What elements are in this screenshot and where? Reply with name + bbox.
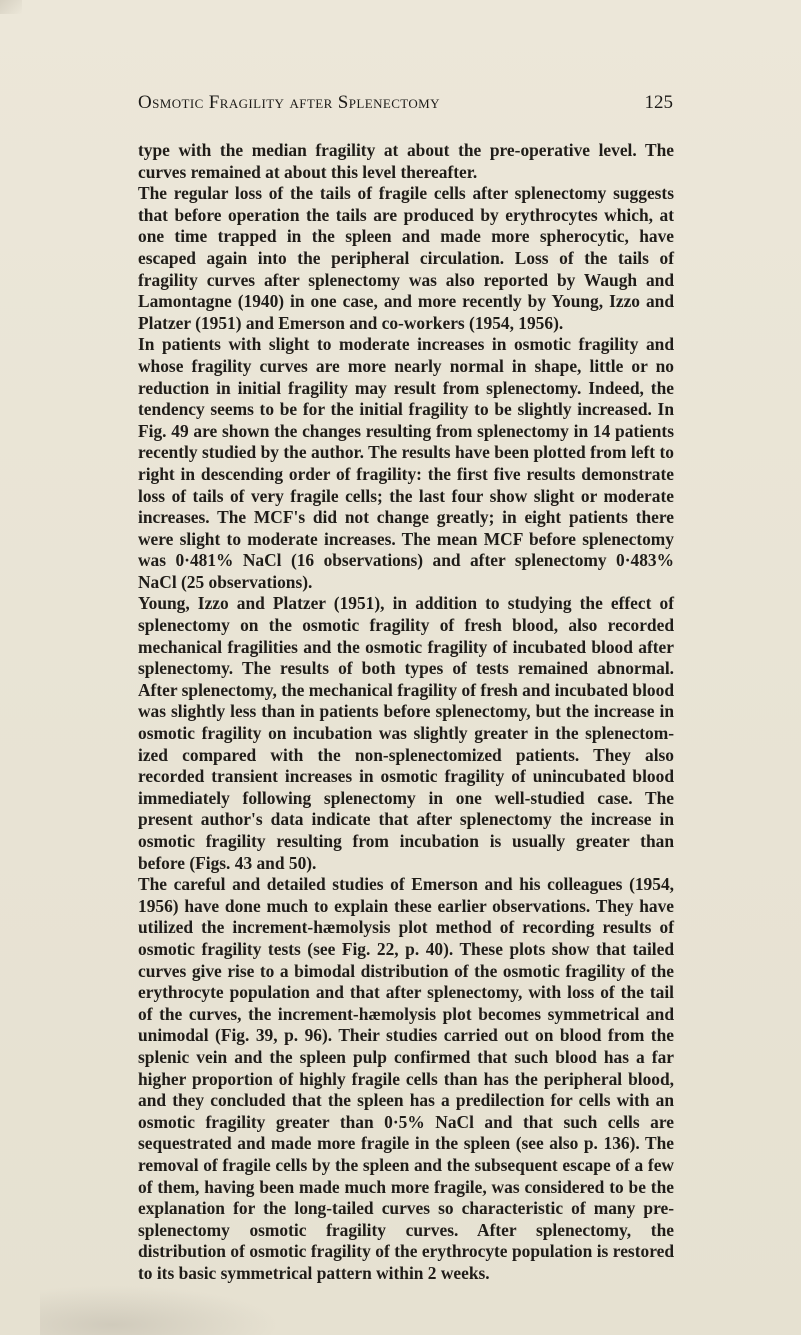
body-text bbox=[138, 140, 674, 1284]
paragraph-moderate-increase: In patients with slight to moderate increases in osmotic fragility and whose fragility curves are more nearly normal in shape, little or no reduction in initial fragility may result from splenectomy. Indeed, the tendency seems to be for the initial fragility to be slightly increased. In Fig. 49 are shown the changes resulting from splenectomy in 14 patients recently studied by the author. The results have been plotted from left to right in descending order of fragility: the first five results demonstrate loss of tails of very fragile cells; the last four show slight or moderate increases. The MCF's did not change greatly; in eight patients there were slight to moderate increases. The mean MCF before splenectomy was 0·481% NaCl (16 observations) and after splenectomy 0·483% NaCl (25 observations). bbox=[138, 334, 674, 592]
paragraph-emerson-studies: The careful and detailed studies of Emerson and his colleagues (1954, 1956) have done much to explain these earlier observations. They have utilized the increment-hæmolysis plot method of recording results of osmotic fragility tests (see Fig. 22, p. 40). These plots show that tailed curves give rise to a bimodal distribution of the osmotic fragility of the erythrocyte population and that after splenectomy, with loss of the tail of the curves, the increment-hæmolysis plot becomes symmetrical and unimodal (Fig. 39, p. 96). Their studies carried out on blood from the splenic vein and the spleen pulp confirmed that such blood has a far higher proportion of highly fragile cells than has the peripheral blood, and they concluded that the spleen has a predilection for cells with an osmotic fragility greater than 0·5% NaCl and that such cells are sequestrated and made more fragile in the spleen (see also p. 136). The removal of fragile cells by the spleen and the subsequent escape of a few of them, having been made much more fragile, was considered to be the explanation for the long-tailed curves so characteristic of many pre-splenectomy osmotic fragility curves. After splenectomy, the distribution of osmotic fragility of the erythrocyte population is restored to its basic symmetrical pattern within 2 weeks. bbox=[138, 874, 674, 1283]
page-smudge bbox=[40, 1285, 280, 1335]
page-corner-mark bbox=[0, 0, 22, 14]
page-number: 125 bbox=[644, 92, 673, 113]
paragraph-tail-loss: The regular loss of the tails of fragile cells after splenectomy suggests that before operation the tails are produced by erythrocytes which, at one time trapped in the spleen and made more spherocytic, have escaped again into the peripheral circulation. Loss of the tails of fragility curves after splenectomy was also reported by Waugh and Lamontagne (1940) in one case, and more recently by Young, Izzo and Platzer (1951) and Emerson and co-workers (1954, 1956). bbox=[138, 183, 674, 333]
page-header bbox=[138, 92, 673, 122]
paragraph-young-izzo-platzer: Young, Izzo and Platzer (1951), in addition to studying the effect of splenectomy on the osmotic fragility of fresh blood, also recorded mechanical fragilities and the osmotic fragility of incubated blood after splenectomy. The results of both types of tests remained abnormal. After splenectomy, the mechanical fragility of fresh and incubated blood was slightly less than in patients before splenectomy, but the increase in osmotic fragility on incubation was slightly greater in the splenectom-ized compared with the non-splenectomized patients. They also recorded transient increases in osmotic fragility of unincubated blood immediately following splenectomy in one well-studied case. The present author's data indicate that after splenectomy the increase in osmotic fragility resulting from incubation is usually greater than before (Figs. 43 and 50). bbox=[138, 593, 674, 873]
running-title: Osmotic Fragility after Splenectomy bbox=[138, 92, 440, 113]
paragraph-continuation: type with the median fragility at about the pre-operative level. The curves remained at about this level thereafter. bbox=[138, 140, 674, 182]
